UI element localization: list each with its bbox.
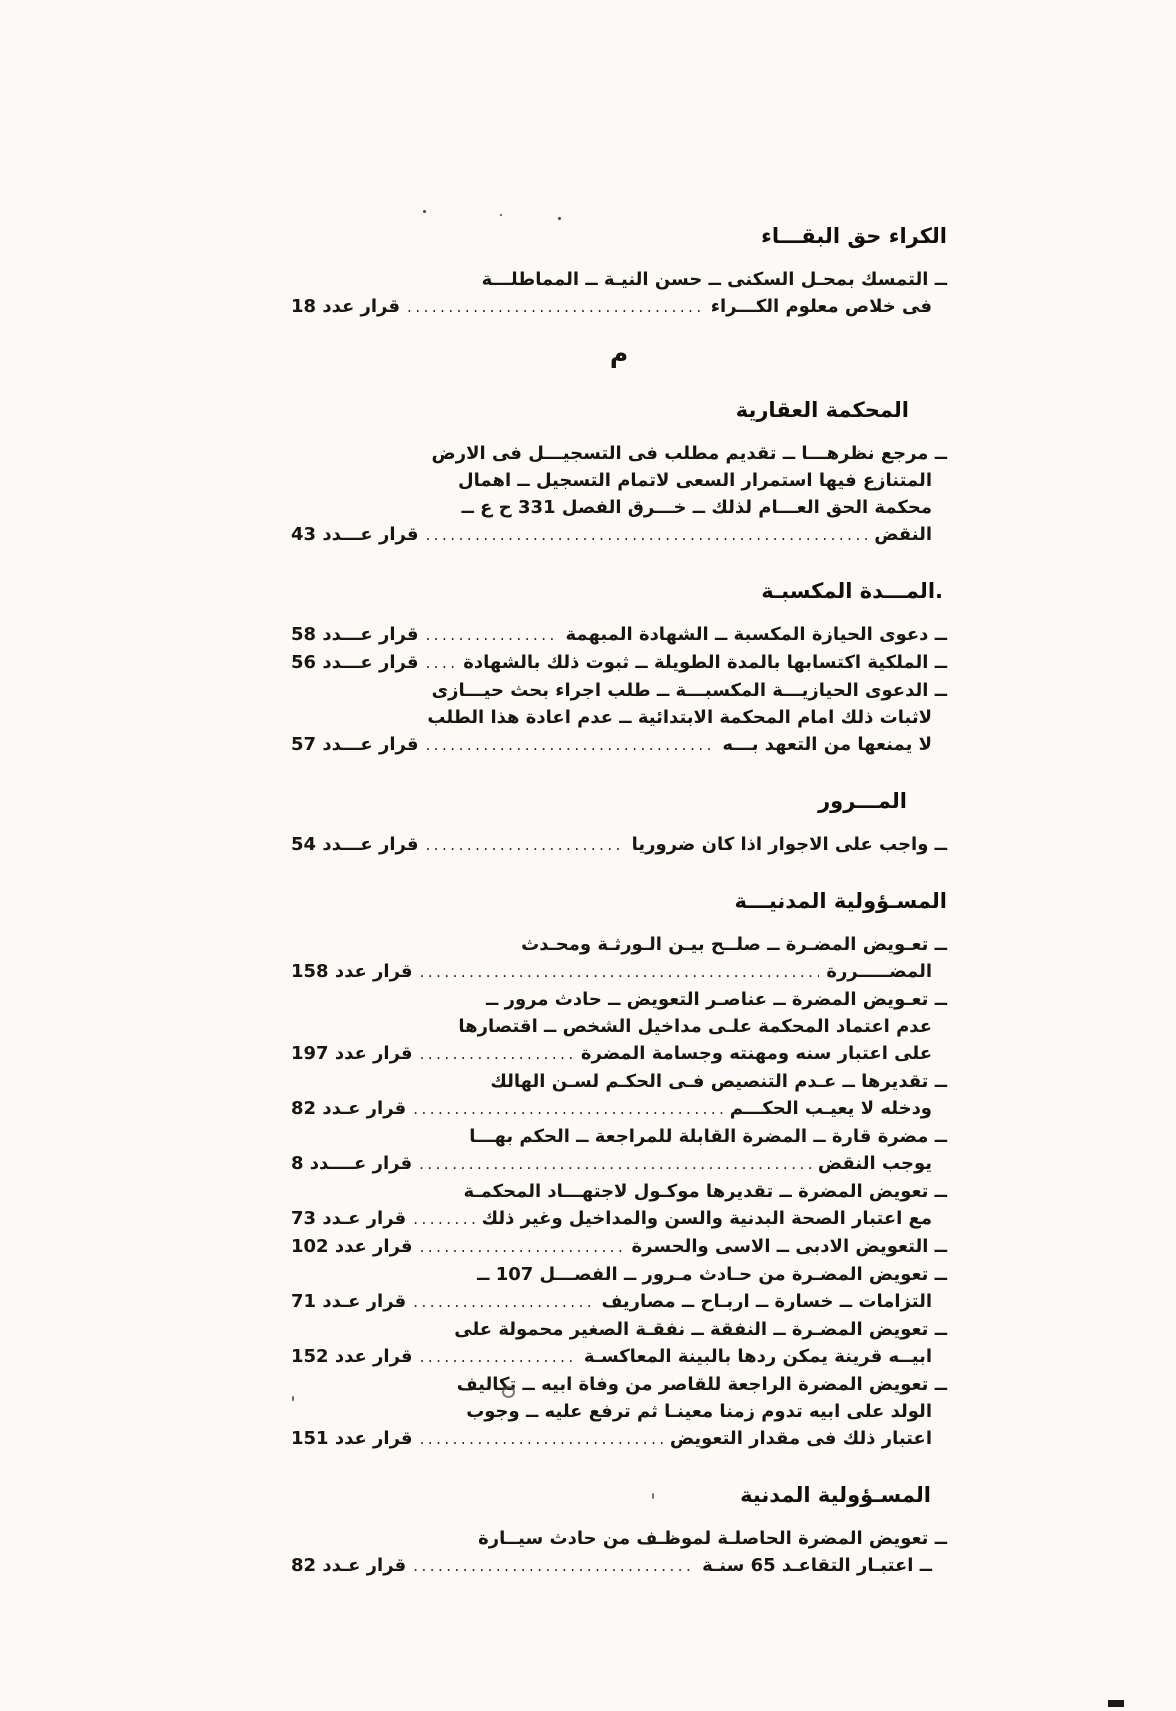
entry-line: ــ التمسك بمحـل السكنى ــ حسن النيـة ــ المماطلـــة xyxy=(481,269,947,290)
toc-section xyxy=(291,398,947,549)
decree-ref: قرار عـــدد 43 xyxy=(291,524,419,545)
decree-ref: قرار عـــدد 54 xyxy=(291,834,419,855)
toc-entry xyxy=(291,440,947,549)
section-heading: الكراء حق البقـــاء xyxy=(761,224,947,248)
entry-last-line xyxy=(291,1552,932,1580)
dot-leader xyxy=(420,1426,663,1453)
section-heading: المسـؤولية المدنيـــة xyxy=(734,889,947,913)
section-entries xyxy=(291,266,947,321)
decree-ref: قرار عـــدد 57 xyxy=(291,734,419,755)
entry-last-line xyxy=(291,831,947,859)
entry-text: ــ واجب على الاجوار اذا كان ضروريا xyxy=(631,834,947,855)
entry-text: ودخله لا يعيـب الحكـــم xyxy=(729,1098,932,1119)
toc-section xyxy=(291,579,947,759)
entry-last-line xyxy=(291,1150,932,1178)
section-heading: المسـؤولية المدنية xyxy=(740,1483,931,1507)
entry-text: ــ دعوى الحيازة المكسبة ــ الشهادة المبهمة xyxy=(565,624,947,645)
dot-leader xyxy=(413,1553,695,1580)
section-entries xyxy=(291,621,947,759)
entry-text: النقض xyxy=(874,524,932,545)
decree-ref: قرار عدد 18 xyxy=(291,296,401,317)
dot-leader xyxy=(426,622,559,649)
entry-last-line xyxy=(291,1095,932,1123)
entry-last-line xyxy=(291,293,932,321)
toc-entry xyxy=(291,1123,947,1178)
decree-ref: قرار عدد 197 xyxy=(291,1043,413,1064)
section-entries xyxy=(291,440,947,549)
toc-section xyxy=(291,224,947,321)
section-heading: .المـــدة المكسبـة xyxy=(761,579,943,603)
entry-line: الولد على ابيه تدوم زمنا معينـا ثم ترفع عليه ــ وجوب xyxy=(466,1401,932,1422)
scan-speck-ring xyxy=(502,1386,515,1398)
dot-leader xyxy=(413,1289,594,1316)
scan-speck xyxy=(500,214,502,216)
toc-entry xyxy=(291,649,947,677)
entry-last-line xyxy=(291,649,947,677)
decree-ref: قرار عـــدد 58 xyxy=(291,624,419,645)
toc-section xyxy=(291,889,947,1453)
dot-leader xyxy=(413,1206,474,1233)
dot-leader xyxy=(420,1041,574,1068)
entry-last-line xyxy=(291,1040,932,1068)
entry-line: ــ تعويض المضـرة ــ النفقة ــ نفقـة الصغير محمولة على xyxy=(454,1319,947,1340)
entry-last-line xyxy=(291,731,932,759)
dot-leader xyxy=(426,832,625,859)
decree-ref: قرار عدد 102 xyxy=(291,1236,413,1257)
dot-leader xyxy=(420,959,820,986)
entry-line: محكمة الحق العـــام لذلك ــ خـــرق الفصل 331 ح ع ــ xyxy=(461,497,932,518)
toc-entry xyxy=(291,1316,947,1371)
toc-entry xyxy=(291,1525,947,1580)
dot-leader xyxy=(426,732,716,759)
decree-ref: قرار عـــدد 56 xyxy=(291,652,419,673)
entry-line: المتنازع فيها استمرار السعى لاتمام التسجيل ــ اهمال xyxy=(458,470,932,491)
entry-text: فى خلاص معلوم الكـــراء xyxy=(710,296,932,317)
entry-line: ــ الدعوى الحيازيـــة المكسبـــة ــ طلب اجراء بحث حيـــازى xyxy=(431,680,947,701)
toc-entry xyxy=(291,621,947,649)
entry-line: لاثبات ذلك امام المحكمة الابتدائية ــ عدم اعادة هذا الطلب xyxy=(427,707,932,728)
toc-entry xyxy=(291,1233,947,1261)
section-entries xyxy=(291,931,947,1453)
entry-text: اعتبار ذلك فى مقدار التعويض xyxy=(669,1428,932,1449)
section-heading: المحكمة العقارية xyxy=(735,398,909,422)
dot-leader xyxy=(420,1344,577,1371)
toc-entry xyxy=(291,266,947,321)
entry-text: ــ التعويض الادبى ــ الاسى والحسرة xyxy=(631,1236,947,1257)
decree-ref: قرار عدد 151 xyxy=(291,1428,413,1449)
entry-last-line xyxy=(291,621,947,649)
scan-speck xyxy=(292,1396,294,1401)
toc-entry xyxy=(291,1371,947,1453)
dot-leader xyxy=(426,650,457,677)
scan-speck xyxy=(423,210,426,213)
entry-text: يوجب النقض xyxy=(817,1153,932,1174)
entry-line: ــ تعويض المضرة ــ تقديرها موكـول لاجتهـــاد المحكمـة xyxy=(463,1181,947,1202)
entry-line: عدم اعتماد المحكمة علـى مداخيل الشخص ــ اقتصارها xyxy=(458,1016,932,1037)
entry-text: مع اعتبار الصحة البدنية والسن والمداخيل وغير ذلك xyxy=(481,1208,932,1229)
entry-last-line xyxy=(291,1288,932,1316)
entry-text: لا يمنعها من التعهد بـــه xyxy=(722,734,932,755)
entry-last-line xyxy=(291,1205,932,1233)
entry-line: ــ تقديرها ــ عـدم التنصيص فـى الحكـم لسـن الهالك xyxy=(490,1071,947,1092)
toc-entry xyxy=(291,1068,947,1123)
entry-line: ــ مضرة قارة ــ المضرة القابلة للمراجعة ــ الحكم بهـــا xyxy=(469,1126,947,1147)
scan-corner-mark xyxy=(1108,1700,1124,1707)
toc-section xyxy=(291,789,947,859)
dot-leader xyxy=(426,522,868,549)
entry-last-line xyxy=(291,521,932,549)
entry-last-line xyxy=(291,1425,932,1453)
toc-entry xyxy=(291,677,947,759)
decree-ref: قرار عدد 152 xyxy=(291,1346,413,1367)
entry-line: ــ مرجع نظرهـــا ــ تقديم مطلب فى التسجيـــل فى الارض xyxy=(431,443,947,464)
section-entries xyxy=(291,1525,947,1580)
dot-leader xyxy=(407,294,704,321)
entry-line: ــ تعـويض المضرة ــ عناصـر التعويض ــ حادث مرور ــ xyxy=(486,989,947,1010)
toc-entry xyxy=(291,1178,947,1233)
toc-entry xyxy=(291,831,947,859)
decree-ref: قرار عـدد 82 xyxy=(291,1098,407,1119)
decree-ref: قرار عــــدد 8 xyxy=(291,1153,413,1174)
entry-last-line xyxy=(291,1233,947,1261)
entry-line: ــ تعويض المضرة الحاصلـة لموظـف من حادث سيــارة xyxy=(478,1528,947,1549)
decree-ref: قرار عـدد 82 xyxy=(291,1555,407,1576)
toc-entry xyxy=(291,986,947,1068)
entry-text: ــ اعتبـار التقاعـد 65 سنـة xyxy=(702,1555,932,1576)
decree-ref: قرار عـدد 71 xyxy=(291,1291,407,1312)
dot-leader xyxy=(419,1151,811,1178)
dot-leader xyxy=(413,1096,723,1123)
entry-text: ابيــه قرينة يمكن ردها بالبينة المعاكسـة xyxy=(583,1346,932,1367)
entry-line: ــ تعـويض المضـرة ــ صلــح بيـن الـورثـة ومحـدث xyxy=(521,934,947,955)
section-heading: المـــرور xyxy=(818,789,907,813)
entry-text: ــ الملكية اكتسابها بالمدة الطويلة ــ ثبوت ذلك بالشهادة xyxy=(463,652,947,673)
entry-text: التزامات ــ خسارة ــ اربـاح ــ مصاريف xyxy=(601,1291,932,1312)
decree-ref: قرار عدد 158 xyxy=(291,961,413,982)
entry-text: على اعتبار سنه ومهنته وجسامة المضرة xyxy=(580,1043,932,1064)
toc-entry xyxy=(291,1261,947,1316)
dot-leader xyxy=(420,1234,625,1261)
toc-section xyxy=(291,1483,947,1580)
entry-line: ــ تعويض المضـرة من حـادث مـرور ــ الفصـــل 107 ــ xyxy=(477,1264,947,1285)
scan-speck xyxy=(558,217,561,220)
entry-last-line xyxy=(291,958,932,986)
decree-ref: قرار عـدد 73 xyxy=(291,1208,407,1229)
scan-speck xyxy=(652,1493,654,1499)
toc-entry xyxy=(291,931,947,986)
alphabet-divider-letter: م xyxy=(609,339,629,368)
entry-last-line xyxy=(291,1343,932,1371)
scanned-toc-page xyxy=(291,0,947,1580)
entry-line: ــ تعويض المضرة الراجعة للقاصر من وفاة ابيه ــ تكاليف xyxy=(456,1374,947,1395)
entry-text: المضـــــررة xyxy=(826,961,932,982)
section-entries xyxy=(291,831,947,859)
